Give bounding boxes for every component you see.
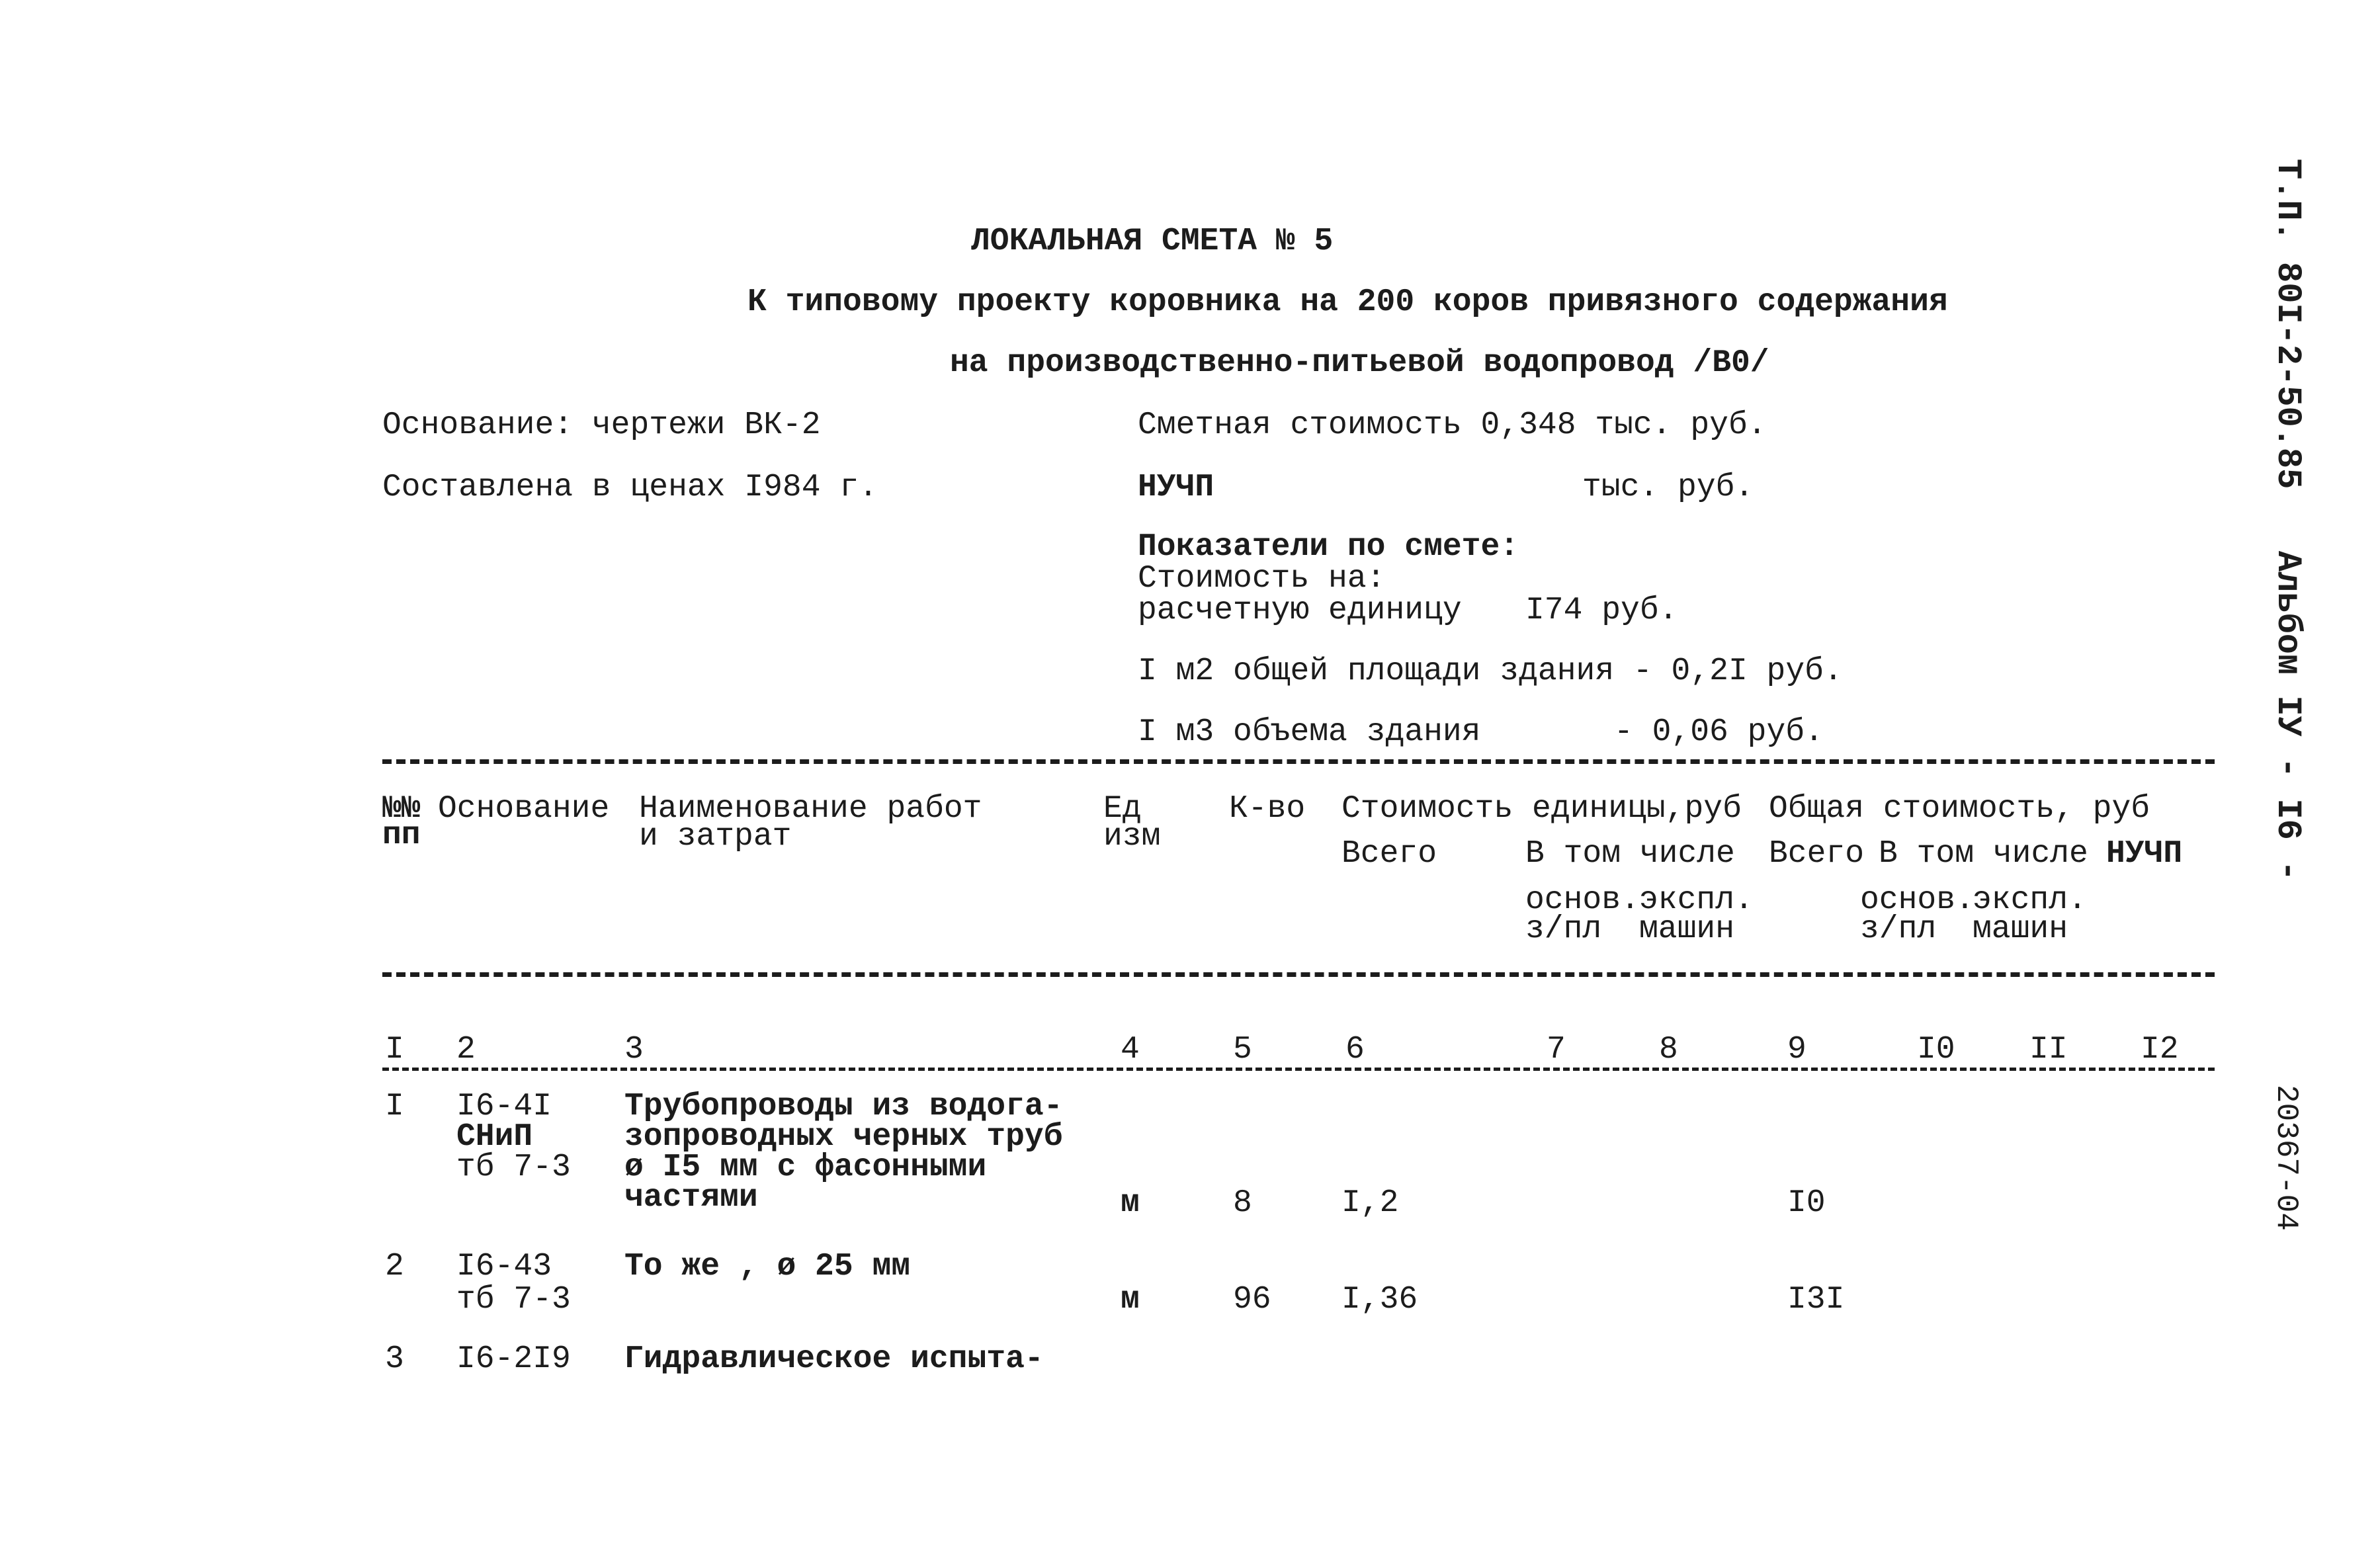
col-header-unit-2: изм xyxy=(1103,819,1161,855)
indicators-cost-on: Стоимость на: xyxy=(1138,561,1386,597)
row-unit-total: I,36 xyxy=(1341,1282,1418,1318)
col-header-unit: Ед xyxy=(1103,791,1142,827)
col-header-num: №№ xyxy=(382,791,421,827)
col-header-qty: К-во xyxy=(1229,791,1306,827)
col-number: 3 xyxy=(624,1032,644,1068)
indicators-unit: расчетную единицу xyxy=(1138,593,1462,628)
basis-line: Основание: чертежи ВК-2 xyxy=(382,407,821,443)
indicators-area: I м2 общей площади здания - 0,2I руб. xyxy=(1138,653,1843,689)
column-number-rule xyxy=(382,1068,2215,1071)
col-number: II xyxy=(2029,1032,2068,1068)
col-header-total-wage: основ. xyxy=(1860,882,1975,918)
row-name: ø I5 мм с фасонными xyxy=(624,1150,987,1185)
row-total: I3I xyxy=(1787,1282,1845,1318)
indicators-volume: I м3 объема здания xyxy=(1138,714,1481,750)
col-number: 4 xyxy=(1121,1032,1140,1068)
col-header-unit-wage: основ. xyxy=(1525,882,1640,918)
col-header-total-mach: экспл. xyxy=(1973,882,2087,918)
nuchp-unit: тыс. руб. xyxy=(1582,470,1754,505)
row-basis: I6-4I xyxy=(456,1089,552,1124)
row-name: зопроводных черных труб xyxy=(624,1119,1063,1155)
header-bottom-rule xyxy=(382,972,2215,977)
document-subtitle: К типовому проекту коровника на 200 коров привязного содержания xyxy=(747,284,1948,320)
row-basis: I6-43 xyxy=(456,1249,552,1284)
row-name: частями xyxy=(624,1180,758,1216)
col-header-total-incl: В том числе xyxy=(1879,836,2088,872)
indicators-unit-value: I74 руб. xyxy=(1525,593,1678,628)
document-subtitle-2: на производственно-питьевой водопровод /В0/ xyxy=(950,345,1769,381)
row-basis: тб 7-3 xyxy=(456,1282,571,1318)
col-number: I xyxy=(385,1032,404,1068)
col-number: 7 xyxy=(1547,1032,1566,1068)
col-header-unit-wage-2: з/пл xyxy=(1525,911,1602,947)
col-header-unit-total: Всего xyxy=(1341,836,1437,872)
col-number: 9 xyxy=(1787,1032,1806,1068)
row-unit: м xyxy=(1121,1282,1140,1318)
row-unit: м xyxy=(1121,1185,1140,1221)
col-header-name-2: и затрат xyxy=(639,819,792,855)
row-qty: 8 xyxy=(1233,1185,1252,1221)
row-qty: 96 xyxy=(1233,1282,1271,1318)
row-total: I0 xyxy=(1787,1185,1826,1221)
indicators-volume-value: - 0,06 руб. xyxy=(1614,714,1824,750)
col-number: I0 xyxy=(1917,1032,1955,1068)
col-header-basis: Основание xyxy=(438,791,610,827)
col-number: 5 xyxy=(1233,1032,1252,1068)
row-basis: СНиП xyxy=(456,1119,533,1155)
col-header-total-mach-2: машин xyxy=(1973,911,2068,947)
col-header-unit-cost: Стоимость единицы,руб xyxy=(1341,791,1742,827)
col-number: I2 xyxy=(2141,1032,2179,1068)
col-header-unit-mach-2: машин xyxy=(1639,911,1735,947)
col-number: 8 xyxy=(1659,1032,1678,1068)
nuchp-label: НУЧП xyxy=(1138,470,1214,505)
row-basis: I6-2I9 xyxy=(456,1341,571,1377)
prices-line: Составлена в ценах I984 г. xyxy=(382,470,878,505)
header-top-rule xyxy=(382,759,2215,764)
col-header-total-cost: Общая стоимость, руб xyxy=(1769,791,2150,827)
col-header-unit-incl: В том числе xyxy=(1525,836,1735,872)
col-header-total-total: Всего xyxy=(1769,836,1865,872)
row-num: 3 xyxy=(385,1341,404,1377)
side-label: Т.П. 80I-2-50.85 Альбом IУ - I6 - xyxy=(2268,159,2307,882)
col-number: 6 xyxy=(1345,1032,1365,1068)
estimated-cost: Сметная стоимость 0,348 тыс. руб. xyxy=(1138,407,1767,443)
col-header-total-nuchp: НУЧП xyxy=(2106,836,2183,872)
doc-number: 20367-04 xyxy=(2269,1085,2303,1231)
row-num: 2 xyxy=(385,1249,404,1284)
col-number: 2 xyxy=(456,1032,476,1068)
indicators-title: Показатели по смете: xyxy=(1138,529,1519,565)
row-unit-total: I,2 xyxy=(1341,1185,1399,1221)
row-num: I xyxy=(385,1089,404,1124)
row-name: То же , ø 25 мм xyxy=(624,1249,911,1284)
row-name: Гидравлическое испыта- xyxy=(624,1341,1044,1377)
row-basis: тб 7-3 xyxy=(456,1150,571,1185)
col-header-total-wage-2: з/пл xyxy=(1860,911,1937,947)
document-title: ЛОКАЛЬНАЯ СМЕТА № 5 xyxy=(971,224,1334,259)
col-header-num-2: пп xyxy=(382,818,421,853)
col-header-name: Наименование работ xyxy=(639,791,982,827)
row-name: Трубопроводы из водога- xyxy=(624,1089,1063,1124)
col-header-unit-mach: экспл. xyxy=(1639,882,1754,918)
